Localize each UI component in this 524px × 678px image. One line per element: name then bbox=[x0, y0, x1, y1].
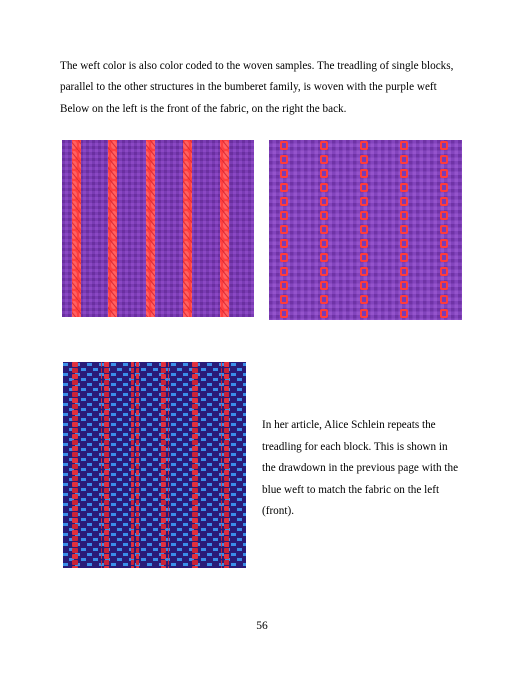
fabric-blue-weft-image bbox=[63, 362, 246, 568]
caption-paragraph: Below on the left is the front of the fabric, on the right the back. bbox=[60, 103, 347, 115]
page-number: 56 bbox=[256, 620, 268, 632]
fabric-back-image bbox=[269, 140, 462, 320]
fabric-front-image bbox=[62, 140, 254, 317]
side-paragraph: In her article, Alice Schlein repeats the treadling for each block. This is shown in the drawdown in the previous page with the blue weft to match the fabric on the left (front). bbox=[262, 419, 459, 517]
intro-paragraph: The weft color is also color coded to the woven samples. The treadling of single blocks, parallel to the other structures in the bumberet family, is woven with the purple weft bbox=[60, 60, 454, 93]
